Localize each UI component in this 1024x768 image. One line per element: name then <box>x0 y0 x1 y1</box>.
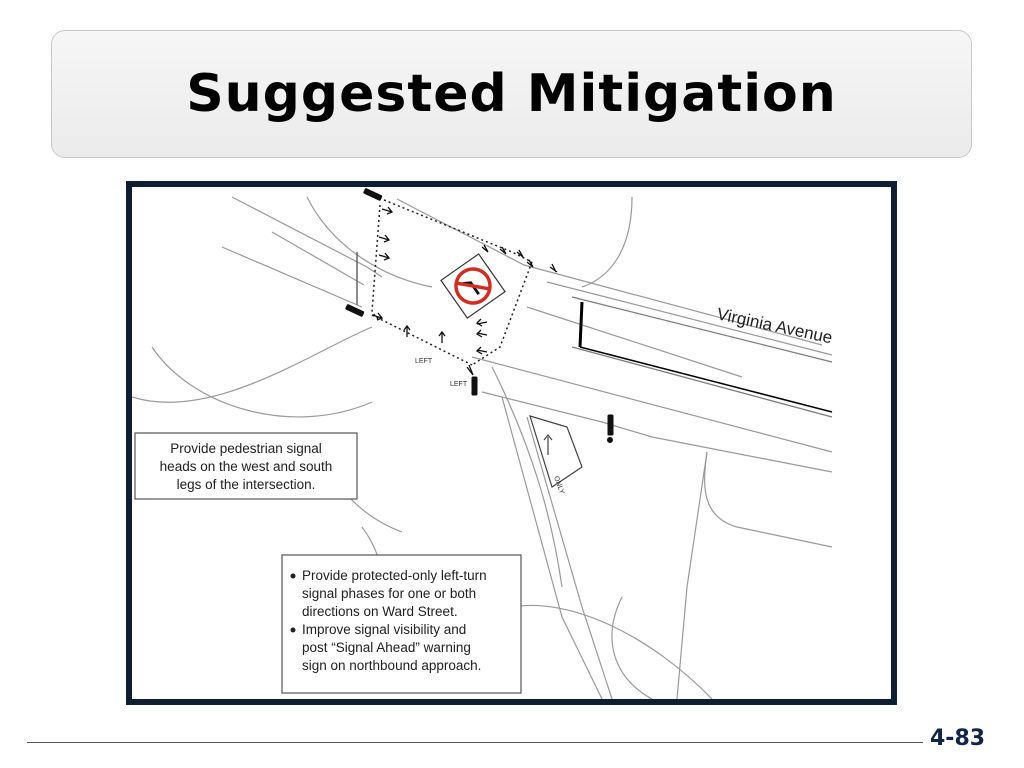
signal-heads <box>346 188 613 442</box>
callout-signal-b2-line-3: sign on northbound approach. <box>302 658 482 673</box>
callout-pedestrian <box>135 433 357 499</box>
no-left-turn-icon <box>441 254 505 318</box>
lane-label-left-2: LEFT <box>450 381 468 388</box>
title-banner <box>51 30 972 158</box>
page-number: 4-83 <box>930 726 986 751</box>
callout-signal-b1-line-1: Provide protected-only left-turn <box>302 568 487 583</box>
intersection-diagram-frame <box>126 181 897 705</box>
callout-pedestrian-line-1: Provide pedestrian signal <box>170 441 322 456</box>
road-band <box>572 297 835 417</box>
callout-pedestrian-line-2: heads on the west and south <box>159 459 333 474</box>
callout-signal-b1-line-3: directions on Ward Street. <box>302 604 458 619</box>
callout-pedestrian-line-3: legs of the intersection. <box>176 477 316 492</box>
lane-label-left-1: LEFT <box>415 358 433 365</box>
intersection-diagram <box>132 187 891 699</box>
callout-signal-b1-line-2: signal phases for one or both <box>302 586 477 601</box>
bullet-1 <box>291 574 296 579</box>
slide-title: Suggested Mitigation <box>186 64 837 124</box>
callout-signal-b2-line-1: Improve signal visibility and <box>302 622 467 637</box>
callout-signal-b2-line-2: post “Signal Ahead” warning <box>302 640 471 655</box>
footer-rule <box>27 742 923 743</box>
road-label-virginia-avenue: Virginia Avenue <box>715 304 835 348</box>
bullet-2 <box>291 628 296 633</box>
callout-signal <box>282 555 521 693</box>
lane-marking-only: ONLY <box>552 475 566 496</box>
